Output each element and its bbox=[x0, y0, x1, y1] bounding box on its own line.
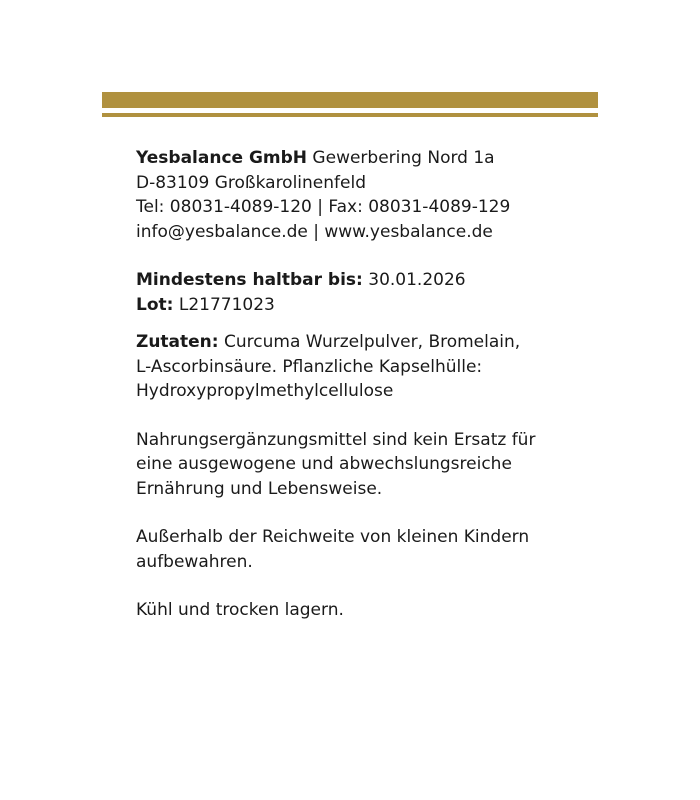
supplement-notice-line-1: Nahrungsergänzungsmittel sind kein Ersatz für bbox=[136, 429, 536, 450]
company-name: Yesbalance GmbH bbox=[136, 148, 308, 168]
company-email-web: info@yesbalance.de | www.yesbalance.de bbox=[136, 221, 493, 242]
children-notice-line-1: Außerhalb der Reichweite von kleinen Kindern bbox=[136, 527, 530, 547]
ingredients-line-1 bbox=[136, 330, 576, 355]
spacer bbox=[136, 404, 576, 428]
company-street: Gewerbering Nord 1a bbox=[307, 148, 495, 168]
spacer bbox=[136, 501, 576, 525]
best-before-label: Mindestens haltbar bis: bbox=[136, 270, 363, 290]
supplement-notice-line-3: Ernährung und Lebensweise. bbox=[136, 478, 383, 499]
best-before-value: 30.01.2026 bbox=[362, 270, 466, 290]
company-phone-fax: Tel: 08031-4089-120 | Fax: 08031-4089-129 bbox=[136, 197, 511, 217]
lot-line bbox=[136, 293, 576, 318]
storage-notice: Kühl und trocken lagern. bbox=[136, 600, 344, 620]
ingredients-text-1: Curcuma Wurzelpulver, Bromelain, bbox=[218, 332, 521, 352]
lot-label: Lot: bbox=[136, 294, 174, 315]
header-accent-rule bbox=[102, 113, 598, 117]
best-before-line bbox=[136, 268, 576, 293]
spacer bbox=[136, 574, 576, 598]
label-text-block bbox=[136, 146, 576, 623]
ingredients-label: Zutaten: bbox=[136, 332, 219, 352]
company-address-line bbox=[136, 146, 576, 171]
ingredients-line-3: Hydroxypropylmethylcellulose bbox=[136, 381, 394, 401]
lot-value: L21771023 bbox=[173, 294, 275, 315]
supplement-notice-line-2: eine ausgewogene und abwechslungsreiche bbox=[136, 454, 512, 474]
header-accent-bar bbox=[102, 92, 598, 108]
company-city: D-83109 Großkarolinenfeld bbox=[136, 172, 366, 193]
spacer bbox=[136, 317, 576, 330]
ingredients-line-2: L-Ascorbinsäure. Pflanzliche Kapselhülle: bbox=[136, 356, 483, 377]
spacer bbox=[136, 244, 576, 268]
children-notice-line-2: aufbewahren. bbox=[136, 551, 253, 572]
